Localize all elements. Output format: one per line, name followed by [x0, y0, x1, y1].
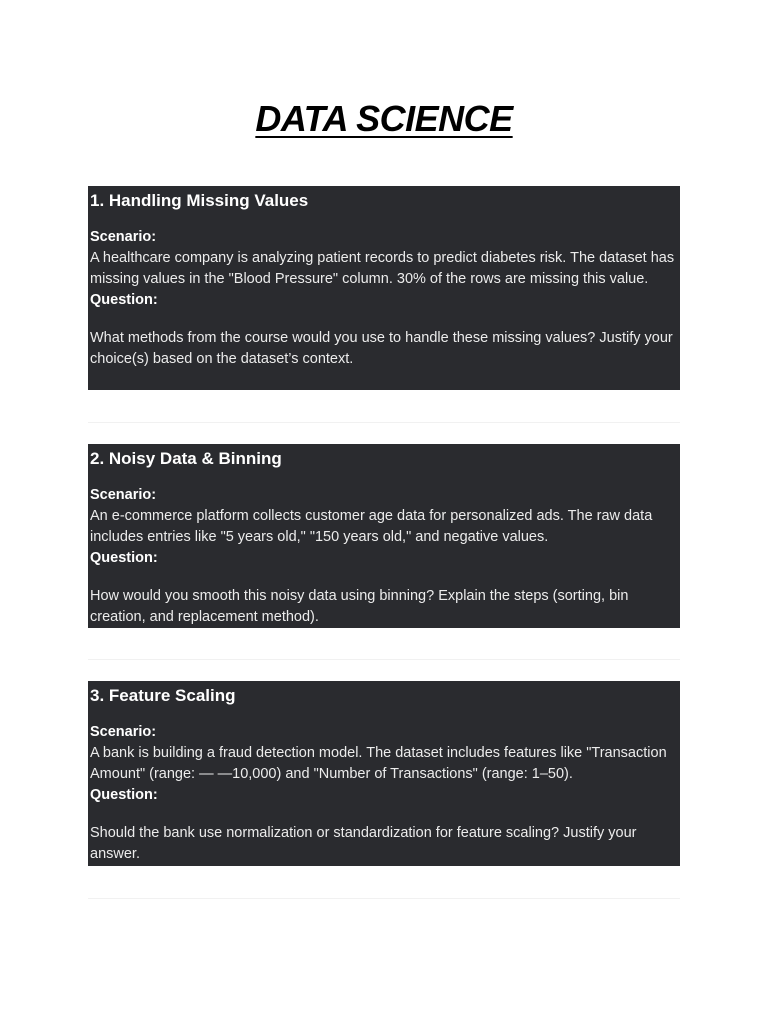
question-label: Question: [90, 292, 158, 308]
question-text: How would you smooth this noisy data using binning? Explain the steps (sorting, bin creation, and replacement method). [90, 588, 629, 625]
section-divider [88, 898, 680, 899]
question-label: Question: [90, 787, 158, 803]
question-card-2 [88, 444, 680, 628]
scenario-text: A bank is building a fraud detection model. The dataset includes features like "Transaction Amount" (range: — —10,000) and "Number of Transactions" (range: 1–50). [90, 745, 667, 782]
question-label: Question: [90, 550, 158, 566]
card-heading: 2. Noisy Data & Binning [90, 449, 282, 468]
scenario-text: A healthcare company is analyzing patient records to predict diabetes risk. The dataset has missing values in the "Blood Pressure" column. 30% of the rows are missing this value. [90, 250, 675, 287]
question-text: Should the bank use normalization or standardization for feature scaling? Justify your answer. [90, 825, 637, 862]
scenario-label: Scenario: [90, 724, 157, 740]
scenario-label: Scenario: [90, 229, 157, 245]
question-text: What methods from the course would you use to handle these missing values? Justify your choice(s) based on the dataset’s context. [90, 330, 673, 367]
section-divider [88, 659, 680, 660]
page-title: DATA SCIENCE [255, 98, 513, 139]
scenario-label: Scenario: [90, 487, 157, 503]
card-heading: 1. Handling Missing Values [90, 191, 309, 210]
card-heading: 3. Feature Scaling [90, 686, 236, 705]
section-divider [88, 422, 680, 423]
question-card-3 [88, 681, 680, 866]
scenario-text: An e-commerce platform collects customer age data for personalized ads. The raw data includes entries like "5 years old," "150 years old," and negative values. [90, 508, 653, 545]
question-card-1 [88, 186, 680, 390]
